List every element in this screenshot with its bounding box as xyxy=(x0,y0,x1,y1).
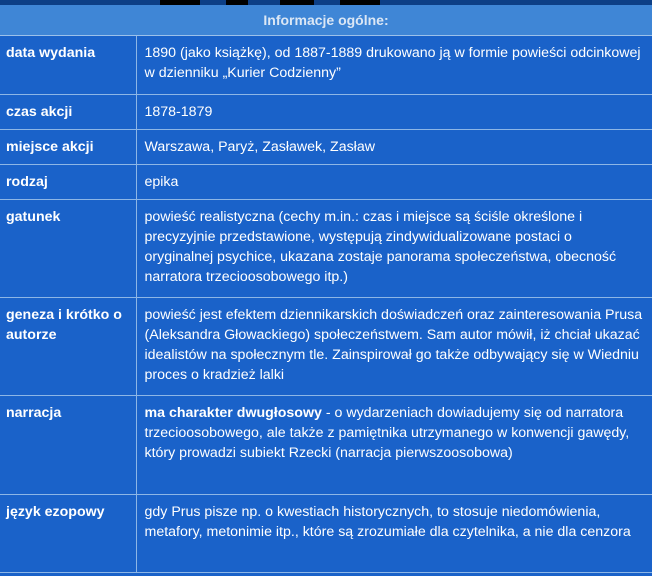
row-value: powieść jest efektem dziennikarskich doświadczeń oraz zainteresowania Prusa (Aleksandra Głowackiego) społeczeństwem. Sam autor mówił, iż chciał ukazać idealistów na społecznym tle. Zainspirował go także odbywający się w Wiedniu proces o kradzież lalki xyxy=(136,298,652,396)
table-header-row xyxy=(0,5,652,36)
row-label: geneza i krótko o autorze xyxy=(0,298,136,396)
row-label: język ezopowy xyxy=(0,495,136,573)
row-value: Warszawa, Paryż, Zasławek, Zasław xyxy=(136,130,652,165)
info-table xyxy=(0,5,652,573)
row-value-bold: ma charakter dwugłosowy xyxy=(144,405,322,421)
row-value: epika xyxy=(136,165,652,200)
table-header: Informacje ogólne: xyxy=(0,5,652,36)
table-row xyxy=(0,298,652,396)
row-value: powieść realistyczna (cechy m.in.: czas i miejsce są ściśle określone i precyzyjnie przedstawione, występują zindywidualizowane postaci o oryginalnej psychice, ukazana zostaje panorama społeczeństwa, obecność narratora trzecioosobowego itp.) xyxy=(136,200,652,298)
table-row xyxy=(0,36,652,95)
row-label: czas akcji xyxy=(0,95,136,130)
row-label: miejsce akcji xyxy=(0,130,136,165)
row-label: rodzaj xyxy=(0,165,136,200)
row-value-rest: - o wydarzeniach dowiadujemy się od narratora trzecioosobowego, ale także z pamiętnika utrzymanego w konwencji gawędy, który prowadzi subiekt Rzecki (narracja pierwszoosobowa) xyxy=(144,405,630,461)
row-value xyxy=(136,396,652,495)
table-row xyxy=(0,95,652,130)
row-value: gdy Prus pisze np. o kwestiach historycznych, to stosuje niedomówienia, metafory, metonimie itp., które są zrozumiałe dla czytelnika, a nie dla cenzora xyxy=(136,495,652,573)
row-label: narracja xyxy=(0,396,136,495)
table-row xyxy=(0,495,652,573)
row-value: 1878-1879 xyxy=(136,95,652,130)
row-label: data wydania xyxy=(0,36,136,95)
row-value: 1890 (jako książkę), od 1887-1889 drukowano ją w formie powieści odcinkowej w dzienniku „Kurier Codzienny” xyxy=(136,36,652,95)
table-row xyxy=(0,165,652,200)
table-row xyxy=(0,200,652,298)
table-row xyxy=(0,396,652,495)
table-row xyxy=(0,130,652,165)
row-label: gatunek xyxy=(0,200,136,298)
